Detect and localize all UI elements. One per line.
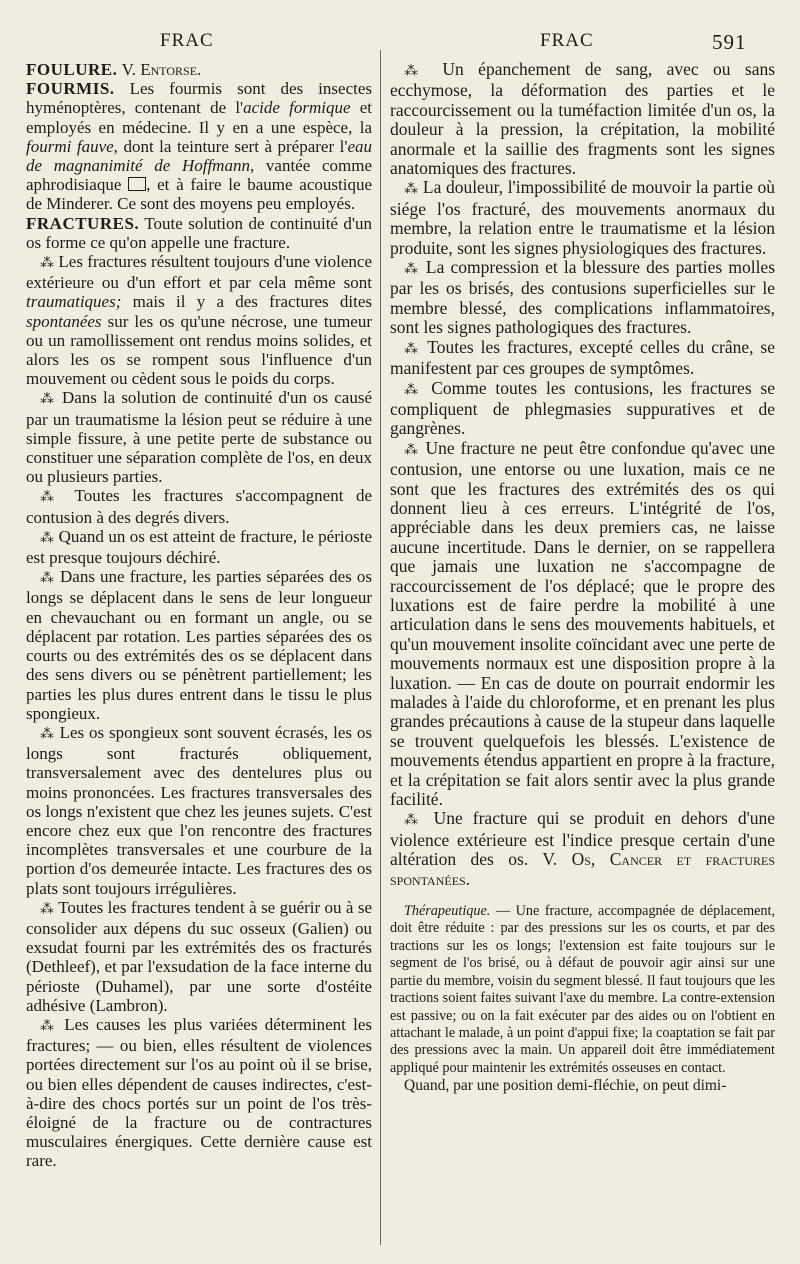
asterism-icon: ⁂ xyxy=(404,262,420,278)
headword: FOURMIS. xyxy=(26,79,115,99)
paragraph: ⁂ Une fracture qui se produit en dehors d'une violence extérieure est l'indice presque certain d'une altération des os. V. Os, Cancer et fractures spontanées. xyxy=(390,808,775,889)
square-symbol-icon xyxy=(128,177,146,191)
asterism-icon: ⁂ xyxy=(40,530,55,546)
asterism-icon: ⁂ xyxy=(40,392,56,408)
paragraph: ⁂ Toutes les fractures tendent à se guérir ou à se consolider aux dépens du suc osseux (Galien) ou exsudat fourni par les extrémités des os fracturés (Dethleef), et par l'exsudation de la face interne du périoste (Duhamel), par une sorte d'ostéite adhésive (Lambron). xyxy=(26,897,373,1015)
paragraph: ⁂ Les causes les plus variées déterminent les fractures; — ou bien, elles résultent de violences portées directement sur l'os au point où il se brise, ou bien elles dépendent de causes indirectes, c'est-à-dire des chocs portés sur un point de l'os très-éloigné de la fracture ou de contractures musculaires énergiques. Cette dernière cause est rare. xyxy=(26,1014,373,1171)
entry-fractures: FRACTURES. Toute solution de continuité d'un os forme ce qu'on appelle une fracture. xyxy=(26,213,372,252)
paragraph: ⁂ Toutes les fractures, excepté celles du crâne, se manifestent par ces groupes de symptômes. xyxy=(390,336,776,379)
asterism-icon: ⁂ xyxy=(404,182,419,198)
paragraph: ⁂ Une fracture ne peut être confondue qu'avec une contusion, une entorse ou une luxation, mais ce ne sont que les fractures des extrémités des os qui donnent lieu à ces erreurs. L'intégrité de l'os, appréciable dans les deux premiers cas, ne laisse aucune incertitude. Dans le dernier, on se rappellera que jamais une luxation ne s'accompagne de raccourcissement de l'os déplacé; que le propre des luxations est de faire perdre la mobilité à une articulation dans le sens des mouvements habituels, et qu'un mouvement insolite coïncidant avec une perte de mouvements normaux est une disposition propre à la luxation. — En cas de doute on pourrait endormir les malades à l'aide du chloroforme, et en prenant les plus grandes précautions à cause de la stupeur dans laquelle se trouvent quelquefois les blessés. L'existence de mouvements étendus appartient en propre à la fracture, et la crépitation se fait alors sentir avec la plus grande facilité. xyxy=(390,437,776,810)
headword: FRACTURES. xyxy=(26,213,140,233)
entry-foulure: FOULURE. V. Entorse. xyxy=(26,60,202,79)
therapeutique-section xyxy=(390,903,775,1094)
paragraph: ⁂ La compression et la blessure des parties molles par les os brisés, des contusions superficielles sur le membre blessé, des complications inflammatoires, sont les signes pathologiques des fractures. xyxy=(390,257,776,338)
page-number: 591 xyxy=(712,30,747,54)
asterism-icon: ⁂ xyxy=(404,64,429,79)
asterism-icon: ⁂ xyxy=(404,341,421,357)
paragraph: ⁂ Dans la solution de continuité d'un os causé par un traumatisme la lésion peut se réduire à une simple fissure, à une petite perte de substance ou constituer une séparation complète de l'os, en deux ou plusieurs parties. xyxy=(26,388,373,487)
paragraph: ⁂ Quand un os est atteint de fracture, le périoste est presque toujours déchiré. xyxy=(26,526,372,568)
asterism-icon: ⁂ xyxy=(404,813,424,829)
paragraph: Quand, par une position demi-fléchie, on peut dimi- xyxy=(404,1077,727,1095)
running-head-left: FRAC xyxy=(160,30,214,51)
paragraph: ⁂ Dans une fracture, les parties séparées des os longs se déplacent dans le sens de leur longueur en chevauchant ou en formant un angle, ou se déplacent par rotation. Les parties séparées des os courts ou des extrémités des os se déplacent dans des sens divers ou se pénètrent partiellement; les parties les plus dures entrent dans le tissu le plus spongieux. xyxy=(26,567,372,723)
paragraph: ⁂ Les fractures résultent toujours d'une violence extérieure ou d'un effort et par cela même sont traumatiques; mais il y a des fractures dites spontanées sur les os qu'une nécrose, une tumeur ou un ramollissement ont rendus moins solides, et alors les os se rompent sous l'influence d'un mouvement ou cèdent sous le poids du corps. xyxy=(26,252,372,389)
right-column xyxy=(390,60,775,1095)
asterism-icon: ⁂ xyxy=(40,490,63,506)
paragraph: ⁂ Toutes les fractures s'accompagnent de contusion à des degrés divers. xyxy=(26,486,372,527)
paragraph: Thérapeutique. — Une fracture, accompagnée de déplacement, doit être réduite : par des pressions sur les os courts, et par des tractions sur les os longs; l'extension est faite toujours sur le segment de l'os brisé, ou à défaut de pouvoir agir ainsi sur une partie du membre, voisin du segment blessé. Il faut toujours que les tractions soient faites suivant l'axe du membre. La contre-extension est passive; ou on la fait exécuter par des aides ou on l'obtient en attachant le malade, à un point d'appui fixe; la coaptation se fait par des pressions avec la main. Un appareil doit être immédiatement appliqué pour maintenir les extrémités osseuses en contact. xyxy=(390,903,775,1076)
paragraph: ⁂ La douleur, l'impossibilité de mouvoir la partie où siége l'os fracturé, des mouvements anormaux du membre, la relation entre le traumatisme et la lésion produite, sont les signes physiologiques des fractures. xyxy=(390,177,776,258)
running-head-center: FRAC xyxy=(540,30,594,51)
asterism-icon: ⁂ xyxy=(404,442,420,458)
paragraph: ⁂ Comme toutes les contusions, les fractures se compliquent de phlegmasies suppuratives et de gangrènes. xyxy=(390,377,775,439)
headword: FOULURE. xyxy=(26,60,118,79)
asterism-icon: ⁂ xyxy=(40,901,55,917)
asterism-icon: ⁂ xyxy=(40,726,55,742)
asterism-icon: ⁂ xyxy=(40,256,55,272)
asterism-icon: ⁂ xyxy=(40,571,55,587)
paragraph: ⁂ Un épanchement de sang, avec ou sans ecchymose, la déformation des parties et le raccourcissement ou la tuméfaction limitée d'un os, la douleur à la pression, la crépitation, la mobilité anormale et la saillie des fragments sont les signes anatomiques des fractures. xyxy=(390,59,776,179)
asterism-icon: ⁂ xyxy=(404,382,423,398)
asterism-icon: ⁂ xyxy=(40,1018,57,1034)
left-column xyxy=(26,60,372,1171)
column-divider xyxy=(380,50,381,1245)
paragraph: ⁂ Les os spongieux sont souvent écrasés, les os longs sont fracturés obliquement, transversalement avec des dentelures plus ou moins prononcées. Les fractures transversales des os longs n'existent que chez les jeunes sujets. C'est encore chez eux que l'on rencontre des fractures incomplètes transversales et une courbure de la portion d'os demeurée intacte. Les fractures des os plats sont toujours irrégulières. xyxy=(26,722,372,898)
entry-fourmis: FOURMIS. Les fourmis sont des insectes hyménoptères, contenant de l'acide formique et employés en médecine. Il y en a une espèce, la fourmi fauve, dont la teinture sert à préparer l'eau de magnanimité de Hoffmann, vantée comme aphrodisiaque , et à faire le baume acoustique de Minderer. Ce sont des moyens peu employés. xyxy=(26,79,373,214)
